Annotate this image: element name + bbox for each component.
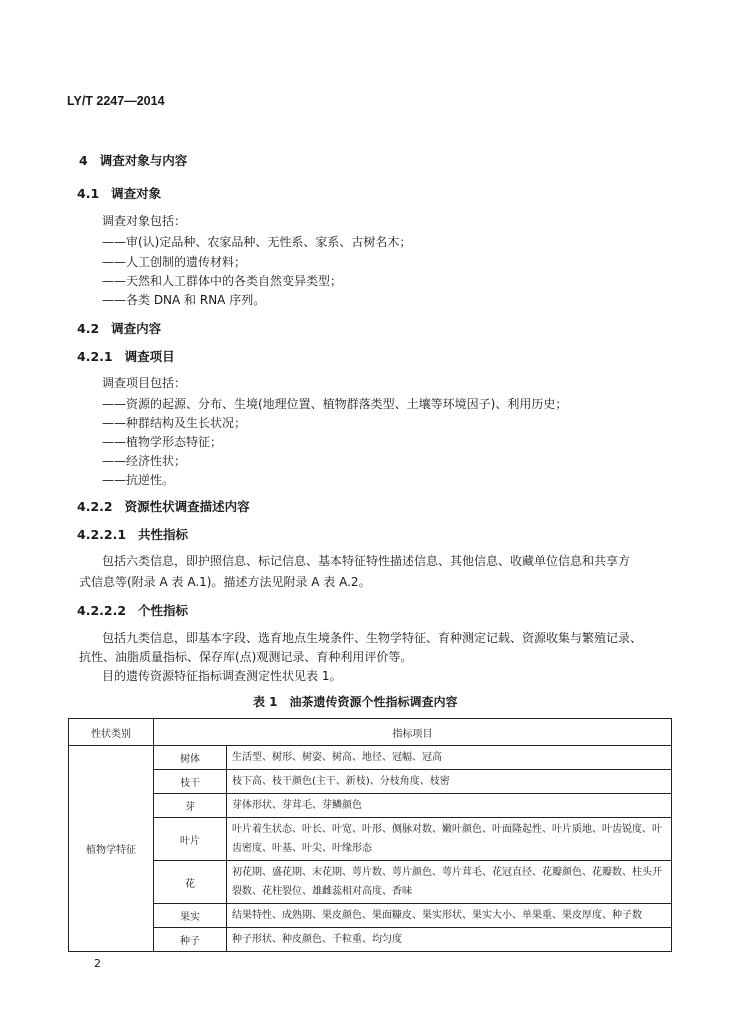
table-header-cell: 性状类别 (69, 719, 154, 746)
list-item: ——经济性状； (102, 454, 187, 468)
section-4-2-1-heading (77, 347, 175, 365)
list-item: ——种群结构及生长状况； (102, 416, 247, 430)
items-cell: 生活型、树形、树姿、树高、地径、冠幅、冠高 (227, 746, 672, 770)
subcategory-cell: 种子 (154, 928, 227, 952)
subcategory-cell: 树体 (154, 746, 227, 770)
section-title: 个性指标 (138, 603, 189, 618)
section-title: 资源性状调查描述内容 (124, 499, 250, 514)
section-4-2-2-heading (77, 497, 250, 515)
section-title: 调查对象与内容 (99, 153, 188, 168)
subcategory-cell: 果实 (154, 904, 227, 928)
paragraph-line: 包括九类信息，即基本字段、选育地点生境条件、生物学特征、育种测定记载、资源收集与繁殖记录、 (102, 631, 643, 645)
subcategory-cell: 芽 (154, 794, 227, 818)
table-row (69, 904, 672, 928)
section-number: 4.2.2.2 (77, 603, 127, 618)
table-row (69, 746, 672, 770)
table-row (69, 928, 672, 952)
list-item: ——天然和人工群体中的各类自然变异类型； (102, 274, 343, 288)
section-title: 共性指标 (138, 527, 189, 542)
table-row (69, 770, 672, 794)
page-number: 2 (94, 957, 101, 970)
section-4-heading (79, 151, 187, 169)
paragraph-intro: 调查项目包括： (102, 376, 187, 390)
section-title: 调查对象 (111, 186, 162, 201)
list-item: ——植物学形态特征； (102, 435, 223, 449)
list-item: ——抗逆性。 (102, 473, 175, 487)
section-title: 调查内容 (111, 321, 162, 336)
section-number: 4.2.2 (77, 499, 113, 514)
paragraph-line: 目的遗传资源特征指标调查测定性状见表 1。 (102, 669, 342, 683)
traits-table (68, 718, 672, 952)
standard-code: LY/T 2247—2014 (67, 94, 165, 108)
section-4-1-heading (77, 184, 161, 202)
section-number: 4.2.2.1 (77, 527, 127, 542)
section-number: 4.2.1 (77, 349, 113, 364)
section-number: 4.1 (77, 186, 100, 201)
table-caption: 表 1 油茶遗传资源个性指标调查内容 (253, 695, 458, 709)
list-item: ——各类 DNA 和 RNA 序列。 (102, 293, 266, 307)
paragraph-line: 抗性、油脂质量指标、保存库(点)观测记录、育种利用评价等。 (79, 650, 413, 664)
items-cell: 枝下高、枝干颜色(主干、新枝)、分枝角度、枝密 (227, 770, 672, 794)
table-row (69, 861, 672, 904)
section-number: 4.2 (77, 321, 100, 336)
section-title: 调查项目 (124, 349, 175, 364)
section-4-2-2-2-heading (77, 601, 188, 619)
section-4-2-heading (77, 319, 161, 337)
paragraph-line: 包括六类信息，即护照信息、标记信息、基本特征特性描述信息、其他信息、收藏单位信息和共享方 (102, 554, 631, 568)
subcategory-cell: 枝干 (154, 770, 227, 794)
table-row (69, 818, 672, 861)
section-number: 4 (79, 153, 88, 168)
table-header-row (69, 719, 672, 746)
category-cell: 植物学特征 (69, 746, 154, 952)
items-cell: 叶片着生状态、叶长、叶宽、叶形、侧脉对数、嫩叶颜色、叶面隆起性、叶片质地、叶齿锐度、叶齿密度、叶基、叶尖、叶缘形态 (227, 818, 672, 861)
list-item: ——审(认)定品种、农家品种、无性系、家系、古树名木； (102, 235, 412, 249)
table-header-cell: 指标项目 (154, 719, 672, 746)
subcategory-cell: 叶片 (154, 818, 227, 861)
subcategory-cell: 花 (154, 861, 227, 904)
items-cell: 初花期、盛花期、末花期、萼片数、萼片颜色、萼片茸毛、花冠直径、花瓣颜色、花瓣数、柱头开裂数、花柱裂位、雄雌蕊相对高度、香味 (227, 861, 672, 904)
items-cell: 芽体形状、芽茸毛、芽鳞颜色 (227, 794, 672, 818)
paragraph-intro: 调查对象包括： (102, 214, 187, 228)
items-cell: 种子形状、种皮颜色、千粒重、均匀度 (227, 928, 672, 952)
items-cell: 结果特性、成熟期、果皮颜色、果面糠皮、果实形状、果实大小、单果重、果皮厚度、种子数 (227, 904, 672, 928)
paragraph-line: 式信息等(附录 A 表 A.1)。描述方法见附录 A 表 A.2。 (79, 575, 371, 589)
section-4-2-2-1-heading (77, 525, 188, 543)
list-item: ——资源的起源、分布、生境(地理位置、植物群落类型、土壤等环境因子)、利用历史； (102, 397, 568, 411)
table-row (69, 794, 672, 818)
list-item: ——人工创制的遗传材料； (102, 255, 247, 269)
